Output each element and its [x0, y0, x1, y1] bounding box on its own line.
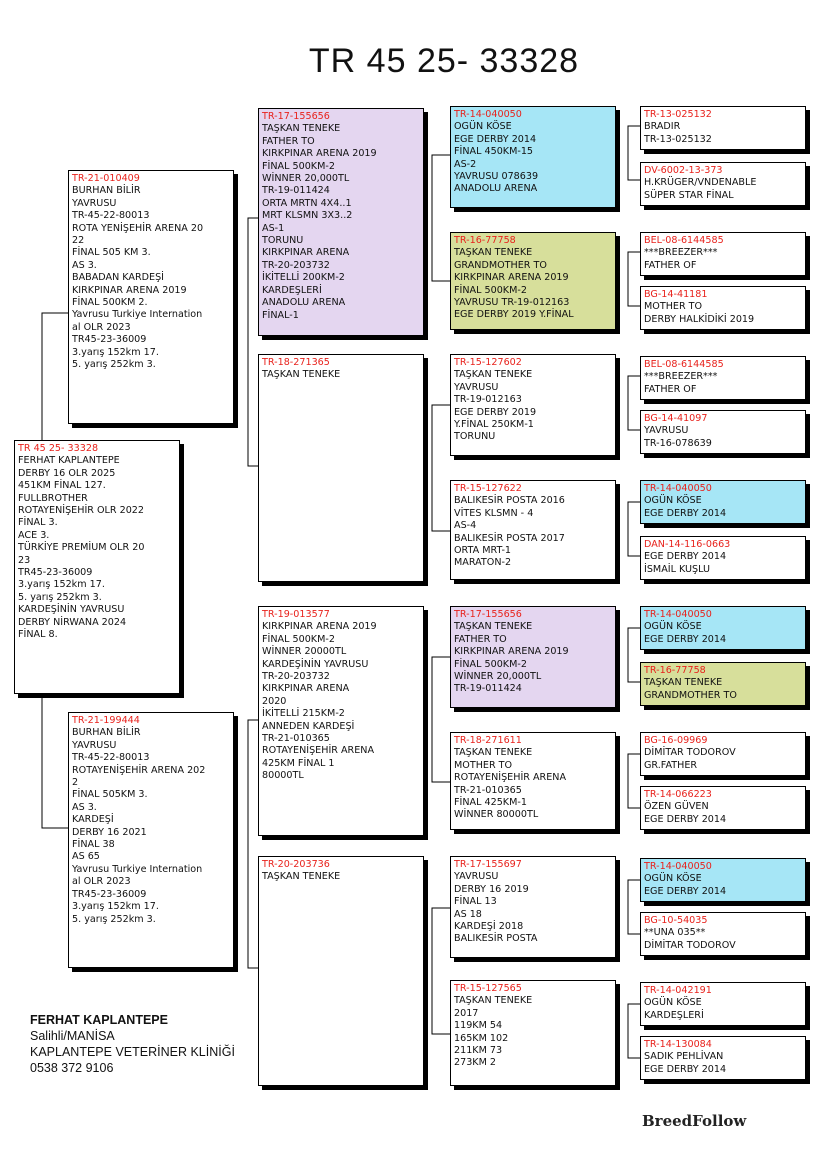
card-line: FİNAL 505 KM 3. — [72, 247, 151, 259]
card-line: 3.yarış 152km 17. — [18, 579, 105, 591]
card-line: ROTAYENİŞEHİR ARENA — [454, 772, 567, 784]
card-line: FİNAL 500KM-2 — [262, 160, 335, 172]
card-line: KIRKPINAR ARENA — [262, 247, 350, 259]
pedigree-card-gg1[interactable] — [450, 106, 616, 208]
card-line: KIRKPINAR ARENA 2019 — [454, 646, 569, 658]
card-line: FİNAL 500KM 2. — [72, 297, 148, 309]
card-line: AS-2 — [454, 158, 477, 170]
pedigree-card-ggg15[interactable] — [640, 982, 806, 1026]
brand-logo: BreedFollow — [642, 1112, 747, 1130]
card-line: DERBY 16 OLR 2025 — [18, 467, 116, 479]
card-line: GRANDMOTHER TO — [454, 259, 547, 271]
card-line: EGE DERBY 2019 — [454, 406, 537, 418]
card-line: TR-19-011424 — [454, 683, 522, 695]
owner-phone: 0538 372 9106 — [30, 1061, 114, 1075]
card-line: TR-19-011424 — [262, 185, 330, 197]
ring-number: BG-10-54035 — [644, 915, 708, 926]
card-line: DERBY 16 2021 — [72, 826, 147, 838]
card-line: OGÜN KÖSE — [454, 121, 512, 133]
card-line: TORUNU — [262, 235, 304, 247]
card-line: İKİTELLİ 200KM-2 — [262, 272, 345, 284]
card-line: TAŞKAN TENEKE — [454, 621, 533, 633]
card-line: TAŞKAN TENEKE — [454, 247, 533, 259]
card-line: TR-21-010365 — [262, 733, 330, 745]
card-line: TR-13-025132 — [644, 133, 712, 145]
card-line: KARDEŞLERİ — [262, 284, 322, 296]
card-line: ***BREEZER*** — [644, 371, 718, 383]
card-line: YAVRUSU 078639 — [454, 171, 539, 183]
card-line: BALIKESİR POSTA — [454, 933, 538, 945]
ring-number: TR-20-203736 — [262, 859, 330, 870]
card-line: 3.yarış 152km 17. — [72, 901, 159, 913]
card-line: FİNAL 3. — [18, 517, 58, 529]
card-line: TR-45-22-80013 — [72, 752, 150, 764]
owner-name: FERHAT KAPLANTEPE — [30, 1013, 168, 1027]
card-line: AS-1 — [262, 222, 285, 234]
card-line: KARDEŞİ 2018 — [454, 921, 524, 933]
pedigree-card-ggg13[interactable] — [640, 858, 806, 902]
card-line: FERHAT KAPLANTEPE — [18, 455, 120, 467]
ring-number: TR-14-040050 — [644, 483, 712, 494]
card-line: YAVRUSU — [72, 197, 117, 209]
card-line: KIRKPINAR ARENA 2019 — [262, 621, 377, 633]
card-line: al OLR 2023 — [72, 876, 131, 888]
card-line: AS-4 — [454, 520, 477, 532]
card-line: FİNAL 38 — [72, 839, 115, 851]
pedigree-card-ggg5[interactable] — [640, 356, 806, 400]
pedigree-card-ggg1[interactable] — [640, 106, 806, 150]
card-line: 5. yarış 252km 3. — [72, 913, 156, 925]
card-line: ROTAYENİŞEHİR ARENA 202 — [72, 764, 206, 776]
card-line: TAŞKAN TENEKE — [262, 369, 341, 381]
card-line: 2020 — [262, 695, 287, 707]
ring-number: BG-16-09969 — [644, 735, 708, 746]
pedigree-card-ggg9[interactable] — [640, 606, 806, 650]
pedigree-card-g4[interactable] — [258, 856, 424, 1086]
card-line: KARDEŞİNİN YAVRUSU — [18, 604, 125, 616]
card-line: 425KM FİNAL 1 — [262, 757, 335, 769]
card-line: DERBY 16 2019 — [454, 883, 529, 895]
card-line: al OLR 2023 — [72, 321, 131, 333]
owner-city: Salihli/MANİSA — [30, 1029, 115, 1043]
card-line: FATHER OF — [644, 383, 697, 395]
card-line: 5. yarış 252km 3. — [18, 591, 102, 603]
ring-number: TR-21-199444 — [72, 715, 140, 726]
pedigree-card-ggg3[interactable] — [640, 232, 806, 276]
card-line: YAVRUSU — [644, 425, 689, 437]
pedigree-card-ggg7[interactable] — [640, 480, 806, 524]
card-line: VİTES KLSMN - 4 — [454, 507, 534, 519]
pedigree-card-gg4[interactable] — [450, 480, 616, 580]
card-line: 23 — [18, 554, 31, 566]
card-line: OGÜN KÖSE — [644, 873, 702, 885]
ring-number: TR-14-040050 — [644, 861, 712, 872]
card-line: TAŞKAN TENEKE — [454, 369, 533, 381]
pedigree-card-g1[interactable] — [258, 108, 424, 336]
ring-number: BG-14-41181 — [644, 289, 708, 300]
ring-number: BEL-08-6144585 — [644, 359, 724, 370]
ring-number: TR-15-127622 — [454, 483, 522, 494]
pedigree-card-gg3[interactable] — [450, 354, 616, 456]
card-line: EGE DERBY 2014 — [644, 507, 727, 519]
card-line: TR-45-22-80013 — [72, 210, 150, 222]
card-line: KARDEŞLERİ — [644, 1009, 704, 1021]
ring-number: TR-14-130084 — [644, 1039, 712, 1050]
pedigree-card-ggg2[interactable] — [640, 162, 806, 206]
card-line: TR45-23-36009 — [72, 888, 147, 900]
card-line: BALIKESİR POSTA 2017 — [454, 532, 565, 544]
card-line: 3.yarış 152km 17. — [72, 346, 159, 358]
card-line: AS 3. — [72, 801, 97, 813]
card-line: 211KM 73 — [454, 1045, 503, 1057]
card-line: ANNEDEN KARDEŞİ — [262, 720, 355, 732]
card-line: ANADOLU ARENA — [454, 183, 538, 195]
card-line: TAŞKAN TENEKE — [454, 747, 533, 759]
card-line: YAVRUSU TR-19-012163 — [454, 297, 570, 309]
card-line: TR-20-203732 — [262, 671, 330, 683]
card-line: FİNAL 500KM-2 — [454, 658, 527, 670]
card-line: GRANDMOTHER TO — [644, 689, 737, 701]
pedigree-card-g2[interactable] — [258, 354, 424, 582]
card-line: TAŞKAN TENEKE — [262, 871, 341, 883]
card-line: FİNAL 425KM-1 — [454, 797, 527, 809]
ring-number: TR-14-042191 — [644, 985, 712, 996]
pedigree-card-gg2[interactable] — [450, 232, 616, 330]
card-line: Yavrusu Turkiye Internation — [72, 863, 203, 875]
ring-number: TR-14-066223 — [644, 789, 712, 800]
card-line: FİNAL 500KM-2 — [454, 284, 527, 296]
card-line: FİNAL 450KM-15 — [454, 146, 534, 158]
card-line: H.KRÜGER/VNDENABLE — [644, 177, 757, 189]
pedigree-card-g3[interactable] — [258, 606, 424, 836]
ring-number: TR-18-271365 — [262, 357, 330, 368]
pedigree-card-ggg16[interactable] — [640, 1036, 806, 1080]
pedigree-card-gg7[interactable] — [450, 856, 616, 958]
pedigree-card-ggg6[interactable] — [640, 410, 806, 454]
card-line: OGÜN KÖSE — [644, 621, 702, 633]
card-line: MOTHER TO — [644, 301, 703, 313]
card-line: OGÜN KÖSE — [644, 495, 702, 507]
card-line: EGE DERBY 2019 Y.FİNAL — [454, 309, 574, 321]
card-line: ACE 3. — [18, 529, 50, 541]
ring-number: DV-6002-13-373 — [644, 165, 723, 176]
card-line: ROTAYENİŞEHİR OLR 2022 — [18, 505, 145, 517]
card-line: WİNNER 20,000TL — [454, 671, 542, 683]
owner-info — [30, 1012, 235, 1076]
card-line: 80000TL — [262, 770, 304, 782]
card-line: MARATON-2 — [454, 557, 512, 569]
card-line: GR.FATHER — [644, 759, 698, 771]
ring-number: TR-13-025132 — [644, 109, 712, 120]
card-line: BRADIR — [644, 121, 681, 133]
pedigree-card-gg5[interactable] — [450, 606, 616, 708]
card-line: KARDEŞİ — [72, 814, 114, 826]
card-line: DERBY NİRWANA 2024 — [18, 616, 127, 628]
card-line: YAVRUSU — [72, 739, 117, 751]
card-line: TAŞKAN TENEKE — [644, 677, 723, 689]
card-line: Y.FİNAL 250KM-1 — [454, 419, 534, 431]
card-line: AS 3. — [72, 259, 97, 271]
card-line: EGE DERBY 2014 — [644, 885, 727, 897]
pedigree-card-ggg11[interactable] — [640, 732, 806, 776]
card-line: FİNAL 8. — [18, 629, 58, 641]
card-line: 2017 — [454, 1007, 479, 1019]
ring-number: TR-21-010409 — [72, 173, 140, 184]
card-line: 119KM 54 — [454, 1020, 503, 1032]
card-line: YAVRUSU — [454, 381, 499, 393]
pedigree-card-ggg14[interactable] — [640, 912, 806, 956]
pedigree-card-dam[interactable] — [68, 712, 234, 968]
card-line: ORTA MRT-1 — [454, 545, 512, 557]
card-line: TAŞKAN TENEKE — [454, 995, 533, 1007]
card-line: TÜRKİYE PREMİUM OLR 20 — [18, 542, 145, 554]
card-line: AS 18 — [454, 908, 482, 920]
card-line: FATHER TO — [454, 633, 507, 645]
card-line: WİNNER 20000TL — [262, 646, 347, 658]
card-line: EGE DERBY 2014 — [644, 813, 727, 825]
card-line: EGE DERBY 2014 — [644, 551, 727, 563]
card-line: 2 — [72, 777, 79, 789]
ring-number: TR-19-013577 — [262, 609, 330, 620]
pedigree-card-ggg10[interactable] — [640, 662, 806, 706]
card-line: EGE DERBY 2014 — [644, 1063, 727, 1075]
ring-number: TR-15-127602 — [454, 357, 522, 368]
card-line: TORUNU — [454, 431, 496, 443]
card-line: FATHER OF — [644, 259, 697, 271]
ring-number: TR 45 25- 33328 — [18, 443, 99, 454]
card-line: TR-16-078639 — [644, 437, 712, 449]
card-line: KIRKPINAR ARENA — [262, 683, 350, 695]
card-line: DİMİTAR TODOROV — [644, 747, 736, 759]
card-line: TR-19-012163 — [454, 394, 522, 406]
card-line: ORTA MRTN 4X4..1 — [262, 197, 352, 209]
card-line: WİNNER 80000TL — [454, 809, 539, 821]
card-line: ***BREEZER*** — [644, 247, 718, 259]
card-line: 165KM 102 — [454, 1032, 509, 1044]
owner-clinic: KAPLANTEPE VETERİNER KLİNİĞİ — [30, 1045, 235, 1059]
ring-number: DAN-14-116-0663 — [644, 539, 731, 550]
card-line: ÖZEN GÜVEN — [644, 801, 709, 813]
card-line: 5. yarış 252km 3. — [72, 359, 156, 371]
card-line: 273KM 2 — [454, 1057, 497, 1069]
pedigree-card-sire[interactable] — [68, 170, 234, 424]
card-line: DİMİTAR TODOROV — [644, 939, 736, 951]
card-line: FİNAL 505KM 3. — [72, 789, 148, 801]
card-line: ROTAYENİŞEHİR ARENA — [262, 745, 375, 757]
ring-number: TR-17-155697 — [454, 859, 522, 870]
card-line: İKİTELLİ 215KM-2 — [262, 708, 345, 720]
ring-number: TR-16-77758 — [644, 665, 706, 676]
card-line: SADIK PEHLİVAN — [644, 1051, 724, 1063]
card-line: 22 — [72, 235, 85, 247]
card-line: FİNAL-1 — [262, 309, 299, 321]
ring-number: TR-17-155656 — [262, 111, 330, 122]
card-line: SÜPER STAR FİNAL — [644, 189, 734, 201]
pedigree-card-ggg12[interactable] — [640, 786, 806, 830]
card-line: 451KM FİNAL 127. — [18, 480, 106, 492]
card-line: FULLBROTHER — [18, 492, 88, 504]
card-line: EGE DERBY 2014 — [644, 633, 727, 645]
card-line: KIRKPINAR ARENA 2019 — [72, 284, 187, 296]
pedigree-card-gg6[interactable] — [450, 732, 616, 830]
card-line: KIRKPINAR ARENA 2019 — [454, 272, 569, 284]
card-line: ANADOLU ARENA — [262, 297, 346, 309]
card-line: İSMAİL KUŞLU — [644, 563, 711, 575]
ring-number: TR-14-040050 — [644, 609, 712, 620]
card-line: TR45-23-36009 — [18, 567, 93, 579]
card-line: TR45-23-36009 — [72, 334, 147, 346]
card-line: DERBY HALKİDİKİ 2019 — [644, 313, 755, 325]
pedigree-card-ggg4[interactable] — [640, 286, 806, 330]
card-line: **UNA 035** — [644, 927, 706, 939]
card-line: BALIKESİR POSTA 2016 — [454, 495, 565, 507]
card-line: BURHAN BİLİR — [72, 727, 141, 739]
card-line: MOTHER TO — [454, 759, 513, 771]
card-line: EGE DERBY 2014 — [454, 133, 537, 145]
card-line: FATHER TO — [262, 135, 315, 147]
ring-number: BG-14-41097 — [644, 413, 708, 424]
ring-number: TR-17-155656 — [454, 609, 522, 620]
pedigree-card-subject[interactable] — [14, 440, 180, 694]
ring-number: TR-15-127565 — [454, 983, 522, 994]
pedigree-card-gg8[interactable] — [450, 980, 616, 1086]
card-line: ROTA YENİŞEHİR ARENA 20 — [72, 222, 204, 234]
card-line: KIRKPINAR ARENA 2019 — [262, 148, 377, 160]
card-line: BABADAN KARDEŞİ — [72, 272, 165, 284]
ring-number: TR-16-77758 — [454, 235, 516, 246]
pedigree-card-ggg8[interactable] — [640, 536, 806, 580]
ring-number: BEL-08-6144585 — [644, 235, 724, 246]
card-line: TAŞKAN TENEKE — [262, 123, 341, 135]
ring-number: TR-14-040050 — [454, 109, 522, 120]
card-line: WİNNER 20,000TL — [262, 173, 350, 185]
card-line: OGÜN KÖSE — [644, 997, 702, 1009]
ring-number: TR-18-271611 — [454, 735, 522, 746]
card-line: TR-20-203732 — [262, 259, 330, 271]
card-line: MRT KLSMN 3X3..2 — [262, 210, 353, 222]
pedigree-title: TR 45 25- 33328 — [308, 42, 580, 80]
card-line: Yavrusu Turkiye Internation — [72, 309, 203, 321]
card-line: YAVRUSU — [454, 871, 499, 883]
card-line: FİNAL 13 — [454, 896, 497, 908]
card-line: FİNAL 500KM-2 — [262, 633, 335, 645]
card-line: KARDEŞİNİN YAVRUSU — [262, 658, 369, 670]
card-line: BURHAN BİLİR — [72, 185, 141, 197]
card-line: AS 65 — [72, 851, 100, 863]
card-line: TR-21-010365 — [454, 784, 522, 796]
